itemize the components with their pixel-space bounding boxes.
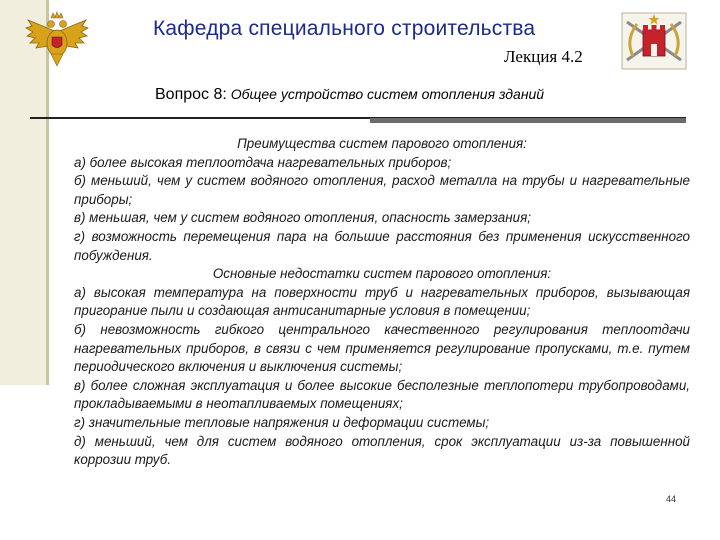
slide-body xyxy=(74,135,690,470)
lecture-label: Лекция 4.2 xyxy=(504,47,583,66)
disadvantage-item: д) меньший, чем для систем водяного отопления, срок эксплуатации из-за повышенной коррозии труб. xyxy=(74,433,690,468)
disadvantage-item: г) значительные тепловые напряжения и деформации системы; xyxy=(74,414,490,430)
question-heading xyxy=(155,86,544,104)
engineering-emblem-icon xyxy=(619,10,689,72)
advantage-item: г) возможность перемещения пара на большие расстояния без применения искусственного побуждения. xyxy=(74,228,690,263)
disadvantages-heading: Основные недостатки систем парового отопления: xyxy=(212,266,552,282)
question-label: Вопрос 8: xyxy=(155,86,227,103)
title-divider-accent xyxy=(370,118,686,123)
page-title: Кафедра специального строительства xyxy=(153,17,536,40)
advantages-heading: Преимущества систем парового отопления: xyxy=(237,136,527,151)
advantage-item: а) более высокая теплоотдача нагревательных приборов; xyxy=(74,154,452,170)
eagle-emblem-icon xyxy=(24,10,90,72)
disadvantage-item: а) высокая температура на поверхности труб и нагревательных приборов, вызывающая пригорание пыли и создающая антисанитарные условия в помещении; xyxy=(74,284,690,319)
advantage-item: б) меньший, чем у систем водяного отопления, расход металла на трубы и нагревательные приборы; xyxy=(74,173,690,207)
page-number: 44 xyxy=(666,494,677,504)
question-text: Общее устройство систем отопления зданий xyxy=(226,86,545,102)
advantage-item: в) меньшая, чем у систем водяного отопления, опасность замерзания; xyxy=(74,210,531,226)
disadvantage-item: б) невозможность гибкого центрального качественного регулирования теплоотдачи нагревательных приборов, в связи с чем применяется регулирование пропусками, т.е. путем периодического включения и выключения системы; xyxy=(74,321,690,375)
disadvantage-item: в) более сложная эксплуатация и более высокие бесполезные теплопотери трубопроводами, прокладываемыми в неотапливаемых помещениях; xyxy=(74,377,690,412)
